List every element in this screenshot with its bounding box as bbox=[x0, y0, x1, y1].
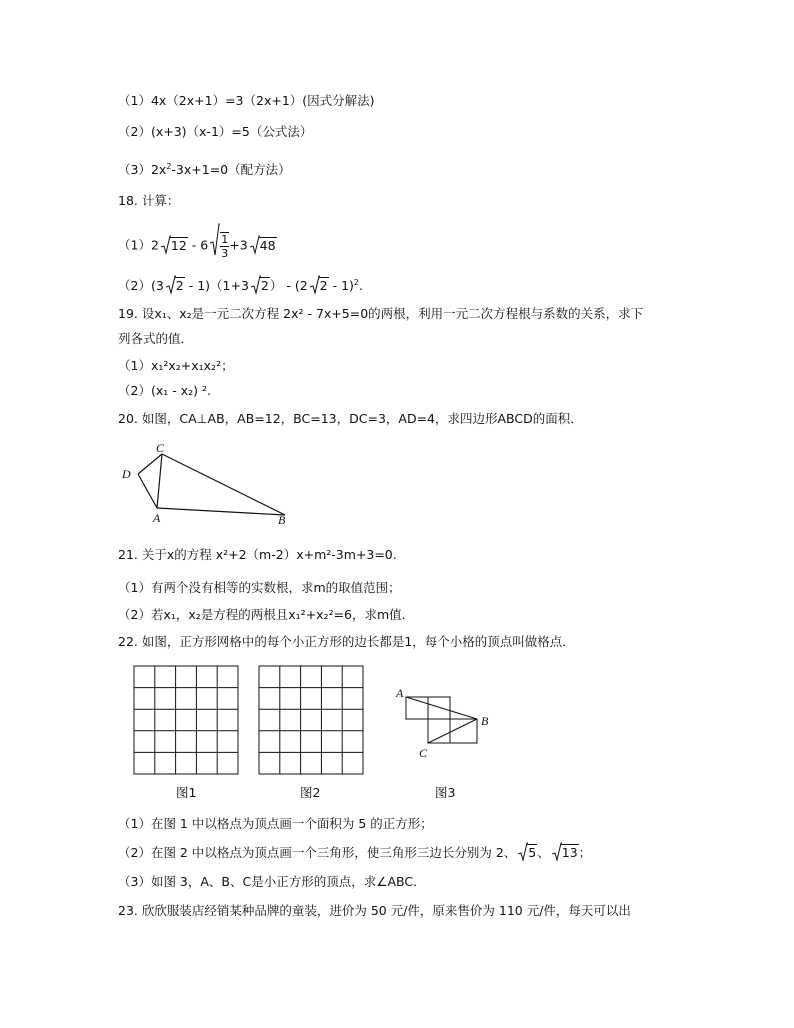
q20-label-b: B bbox=[278, 513, 286, 527]
q22-fig2-caption: 图2 bbox=[300, 785, 321, 800]
q20-figure-quadrilateral bbox=[118, 440, 293, 530]
q22-label-c: C bbox=[419, 746, 428, 760]
q17-item-3: $(3)2x^2-3x+1=0$（配方法） bbox=[118, 162, 291, 177]
q22-figure-2-grid bbox=[258, 665, 366, 777]
q17-item-2: （2）(x+3)（x-1）=5（公式法） bbox=[118, 124, 313, 139]
q22-item-1: （1）在图 1 中以格点为顶点画一个面积为 5 的正方形； bbox=[118, 816, 433, 831]
q20-label-a: A bbox=[153, 511, 161, 525]
q19-line-2: 列各式的值． bbox=[118, 331, 194, 346]
q22-fig1-caption: 图1 bbox=[176, 785, 197, 800]
q19-item-1: （1）x₁²x₂+x₁x₂²； bbox=[118, 358, 234, 373]
q22-item-2: （2）在图 2 中以格点为顶点画一个三角形，使三角形三边长分别为 2、 5、 13； bbox=[118, 845, 592, 860]
q18-item-2: （2）(3 2 - 1)（1+3 2） - (2 2 - 1)$^2$. bbox=[118, 278, 363, 293]
q22-fig3-caption: 图3 bbox=[435, 785, 456, 800]
q20-text: 20. 如图，CA⊥AB，AB=12，BC=13，DC=3，AD=4，求四边形ABCD的面积． bbox=[118, 411, 583, 426]
q21-item-1: （1）有两个没有相等的实数根，求m的取值范围； bbox=[118, 580, 401, 595]
q22-label-a: A bbox=[396, 686, 404, 700]
q20-label-c: C bbox=[156, 441, 165, 455]
q23-line-1: 23. 欣欣服装店经销某种品牌的童装，进价为 50 元/件，原来售价为 110 元/件，每天可以出 bbox=[118, 903, 631, 918]
q22-figure-1-grid bbox=[133, 665, 241, 777]
q18-item-1: （1）2 12 - 6 $\frac{1}{3}$ +3 48 bbox=[118, 232, 277, 260]
q20-label-d: D bbox=[122, 467, 131, 481]
q21-item-2: （2）若x₁，x₂是方程的两根且x₁²+x₂²=6，求m值． bbox=[118, 607, 415, 622]
q22-item-3: （3）如图 3，A、B、C是小正方形的顶点，求∠ABC． bbox=[118, 874, 426, 889]
q19-line-1: 19. 设x₁、x₂是一元二次方程 2x² - 7x+5=0的两根，利用一元二次方程根与系数的关系，求下 bbox=[118, 306, 644, 321]
q18-title: 18. 计算： bbox=[118, 193, 180, 208]
q19-item-2: （2）(x₁ - x₂) ². bbox=[118, 383, 211, 398]
q17-item-1: （1）4x（2x+1）=3（2x+1）(因式分解法) bbox=[118, 93, 375, 108]
q22-label-b: B bbox=[481, 714, 489, 728]
q22-line-1: 22. 如图，正方形网格中的每个小正方形的边长都是1，每个小格的顶点叫做格点． bbox=[118, 634, 575, 649]
q21-line-1: 21. 关于x的方程 x²+2（m-2）x+m²-3m+3=0. bbox=[118, 547, 397, 562]
q22-figure-3 bbox=[392, 683, 497, 763]
